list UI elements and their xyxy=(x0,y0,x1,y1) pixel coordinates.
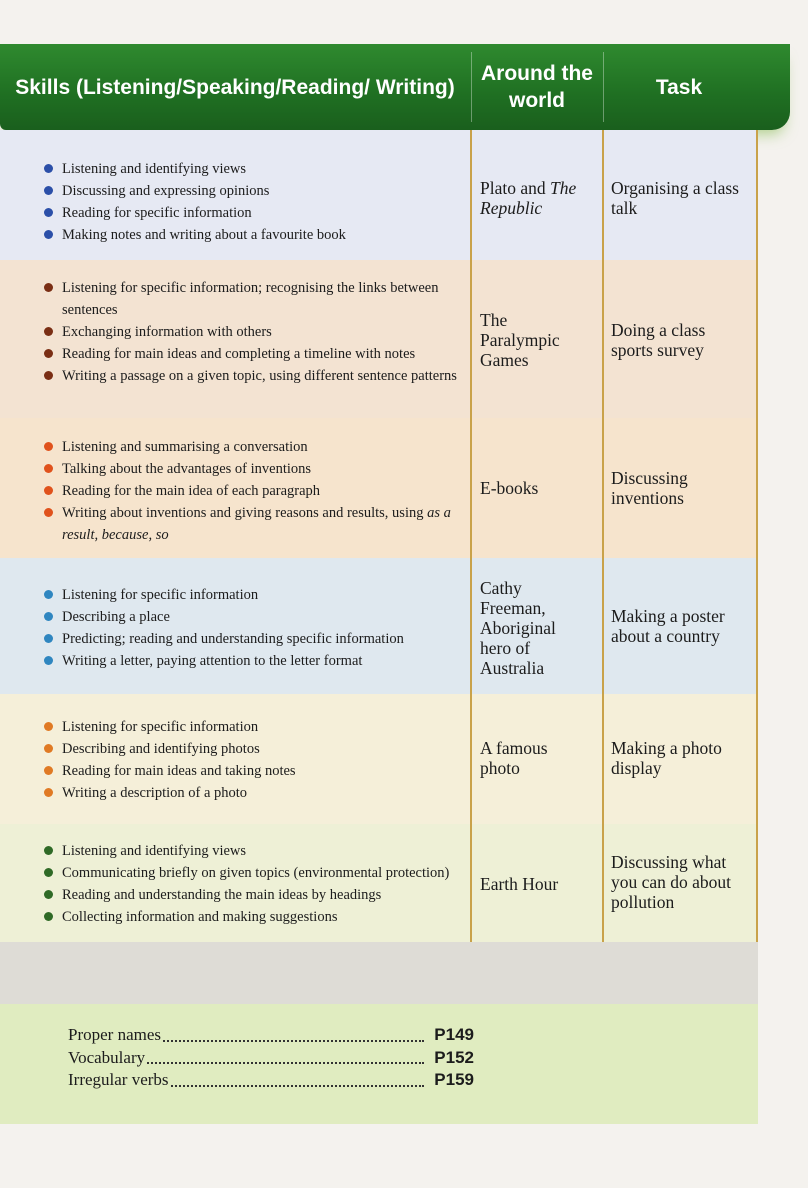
list-item: Describing and identifying photos xyxy=(40,738,465,760)
task-cell: Discussing inventions xyxy=(611,468,688,508)
column-divider xyxy=(470,418,472,558)
page-number: P152 xyxy=(430,1047,474,1070)
empty-band xyxy=(0,942,758,1004)
header-task: Task xyxy=(655,75,703,99)
list-item: Listening and identifying views xyxy=(40,158,465,180)
table-header xyxy=(0,44,790,130)
task-cell: Doing a class sports survey xyxy=(611,320,706,360)
list-item: Listening for specific information xyxy=(40,584,465,606)
table-row xyxy=(0,130,758,260)
skills-list xyxy=(40,158,465,246)
column-divider xyxy=(602,558,604,694)
bullet-icon xyxy=(44,486,53,495)
bullet-icon xyxy=(44,634,53,643)
bullet-icon xyxy=(44,208,53,217)
list-item: Discussing and expressing opinions xyxy=(40,180,465,202)
column-divider xyxy=(602,260,604,418)
skills-list xyxy=(40,716,465,804)
task-cell: Making a poster about a country xyxy=(611,606,725,646)
column-divider xyxy=(470,260,472,418)
bullet-icon xyxy=(44,868,53,877)
bullet-icon xyxy=(44,327,53,336)
bullet-icon xyxy=(44,464,53,473)
bullet-icon xyxy=(44,846,53,855)
bullet-icon xyxy=(44,508,53,517)
bullet-icon xyxy=(44,912,53,921)
table-row xyxy=(0,558,758,694)
table-row xyxy=(0,694,758,824)
reference-section xyxy=(0,1004,758,1124)
list-item: Writing a letter, paying attention to the letter format xyxy=(40,650,465,672)
bullet-icon xyxy=(44,788,53,797)
page-number: P159 xyxy=(430,1069,474,1092)
bullet-icon xyxy=(44,590,53,599)
bullet-icon xyxy=(44,612,53,621)
reference-proper-names[interactable]: Proper names P149 xyxy=(68,1024,474,1047)
column-divider xyxy=(602,824,604,942)
list-item: Communicating briefly on given topics (environmental protection) xyxy=(40,862,465,884)
task-cell: Organising a class talk xyxy=(611,178,739,218)
header-skills: Skills (Listening/Speaking/Reading/ Writing) xyxy=(15,75,455,99)
column-divider xyxy=(470,824,472,942)
list-item: Reading and understanding the main ideas by headings xyxy=(40,884,465,906)
skills-list xyxy=(40,840,465,928)
header-around-the-world: Around the world xyxy=(481,62,593,112)
column-divider xyxy=(756,418,758,558)
list-item: Listening for specific information xyxy=(40,716,465,738)
column-divider xyxy=(602,130,604,260)
skills-list xyxy=(40,584,465,672)
table-row xyxy=(0,418,758,558)
bullet-icon xyxy=(44,890,53,899)
list-item: Predicting; reading and understanding specific information xyxy=(40,628,465,650)
around-the-world-cell: E-books xyxy=(480,478,539,498)
table-row xyxy=(0,824,758,942)
list-item: Listening and summarising a conversation xyxy=(40,436,465,458)
bullet-icon xyxy=(44,722,53,731)
skills-list xyxy=(40,436,465,546)
list-item: Writing a passage on a given topic, using different sentence patterns xyxy=(40,365,465,387)
reference-list xyxy=(68,1024,474,1092)
column-divider xyxy=(470,130,472,260)
page-number: P149 xyxy=(430,1024,474,1047)
around-the-world-cell: A famous photo xyxy=(480,738,548,778)
bullet-icon xyxy=(44,744,53,753)
around-the-world-cell: Plato and The Republic xyxy=(480,178,577,218)
list-item: Reading for the main idea of each paragraph xyxy=(40,480,465,502)
column-divider xyxy=(602,694,604,824)
reference-vocabulary[interactable]: Vocabulary P152 xyxy=(68,1047,474,1070)
bullet-icon xyxy=(44,656,53,665)
column-divider xyxy=(470,558,472,694)
list-item: Reading for specific information xyxy=(40,202,465,224)
column-divider xyxy=(602,418,604,558)
column-divider xyxy=(756,558,758,694)
bullet-icon xyxy=(44,186,53,195)
column-divider xyxy=(756,694,758,824)
column-divider xyxy=(470,694,472,824)
bullet-icon xyxy=(44,283,53,292)
around-the-world-cell: The Paralympic Games xyxy=(480,310,560,370)
column-divider xyxy=(756,130,758,260)
list-item: Talking about the advantages of inventions xyxy=(40,458,465,480)
reference-irregular-verbs[interactable]: Irregular verbs P159 xyxy=(68,1069,474,1092)
list-item: Writing a description of a photo xyxy=(40,782,465,804)
list-item: Exchanging information with others xyxy=(40,321,465,343)
list-item: Describing a place xyxy=(40,606,465,628)
bullet-icon xyxy=(44,442,53,451)
skills-list xyxy=(40,277,465,387)
list-item: Collecting information and making suggestions xyxy=(40,906,465,928)
bullet-icon xyxy=(44,766,53,775)
bullet-icon xyxy=(44,230,53,239)
list-item: Reading for main ideas and taking notes xyxy=(40,760,465,782)
table-row xyxy=(0,260,758,418)
list-item: Writing about inventions and giving reasons and results, using as a result, because, so xyxy=(40,502,465,546)
around-the-world-cell: Earth Hour xyxy=(480,874,559,894)
around-the-world-cell: Cathy Freeman, Aboriginal hero of Australia xyxy=(480,578,556,678)
list-item: Listening for specific information; recognising the links between sentences xyxy=(40,277,465,321)
list-item: Making notes and writing about a favourite book xyxy=(40,224,465,246)
task-cell: Discussing what you can do about pollution xyxy=(611,852,732,912)
list-item: Listening and identifying views xyxy=(40,840,465,862)
column-divider xyxy=(756,260,758,418)
task-cell: Making a photo display xyxy=(611,738,722,778)
bullet-icon xyxy=(44,371,53,380)
column-divider xyxy=(756,824,758,942)
list-item: Reading for main ideas and completing a timeline with notes xyxy=(40,343,465,365)
bullet-icon xyxy=(44,349,53,358)
bullet-icon xyxy=(44,164,53,173)
